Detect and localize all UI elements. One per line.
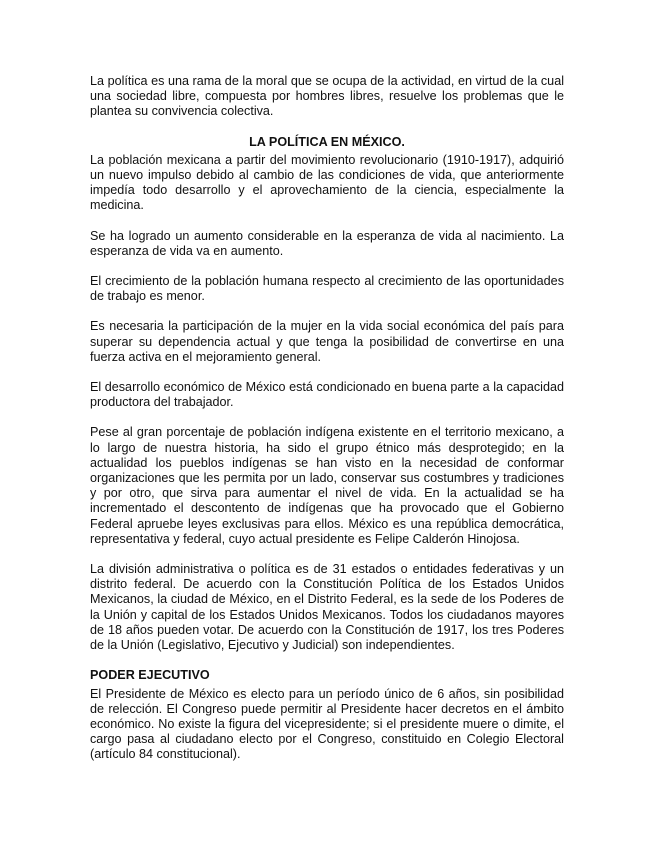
paragraph-life-expectancy: Se ha logrado un aumento considerable en la esperanza de vida al nacimiento. La esperanza de vida va en aumento. <box>90 228 564 258</box>
paragraph-population: La población mexicana a partir del movimiento revolucionario (1910-1917), adquirió un nuevo impulso debido al cambio de las condiciones de vida, que anteriormente impedía todo desarrollo y el aprovechamiento de la ciencia, especialmente la medicina. <box>90 152 564 213</box>
paragraph-women: Es necesaria la participación de la mujer en la vida social económica del país para superar su dependencia actual y que tenga la posibilidad de convertirse en una fuerza activa en el mejoramiento general. <box>90 319 564 364</box>
document-page <box>90 74 564 763</box>
paragraph-executive: El Presidente de México es electo para un período único de 6 años, sin posibilidad de relección. El Congreso puede permitir al Presidente hacer decretos en el ámbito económico. No existe la figura del vicepresidente; si el presidente muere o dimite, el cargo pasa al ciudadano electo por el Congreso, constituido en Colegio Electoral (artículo 84 constitucional). <box>90 686 564 762</box>
section-title-executive: PODER EJECUTIVO <box>90 668 210 683</box>
paragraph-growth: El crecimiento de la población humana respecto al crecimiento de las oportunidades de trabajo es menor. <box>90 274 564 304</box>
paragraph-indigenous: Pese al gran porcentaje de población indígena existente en el territorio mexicano, a lo largo de nuestra historia, ha sido el grupo étnico más desprotegido; en la actualidad los pueblos indígenas se han visto en la necesidad de conformar organizaciones que les permita por un lado, conservar sus costumbres y tradiciones y por otro, que sirva para aumentar el nivel de vida. En la actualidad se ha incrementado el descontento de indígenas que ha provocado que el Gobierno Federal apruebe leyes exclusivas para ellos. México es una república democrática, representativa y federal, cuyo actual presidente es Felipe Calderón Hinojosa. <box>90 425 564 546</box>
paragraph-economy: El desarrollo económico de México está condicionado en buena parte a la capacidad productora del trabajador. <box>90 380 564 410</box>
intro-paragraph: La política es una rama de la moral que se ocupa de la actividad, en virtud de la cual una sociedad libre, compuesta por hombres libres, resuelve los problemas que le plantea su convivencia colectiva. <box>90 74 564 119</box>
paragraph-administration: La división administrativa o política es de 31 estados o entidades federativas y un distrito federal. De acuerdo con la Constitución Política de los Estados Unidos Mexicanos, la ciudad de México, en el Distrito Federal, es la sede de los Poderes de la Unión y capital de los Estados Unidos Mexicanos. Todos los ciudadanos mayores de 18 años pueden votar. De acuerdo con la Constitución de 1917, los tres Poderes de la Unión (Legislativo, Ejecutivo y Judicial) son independientes. <box>90 562 564 653</box>
page-title: LA POLÍTICA EN MÉXICO. <box>249 134 405 149</box>
